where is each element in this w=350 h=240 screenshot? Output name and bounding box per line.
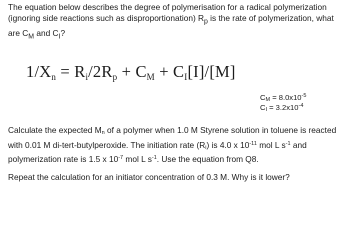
cm-constant [260, 93, 306, 103]
task-exp: -7 [118, 155, 124, 162]
task-text: mol L s [256, 139, 286, 150]
and-text: and C [34, 27, 59, 38]
task-sub: n [101, 130, 105, 136]
ci-constant [260, 103, 303, 113]
intro-text: The equation below describes the degree of polymerisation for a radical polymerization (ignoring side reactions such as disproportionation) R [8, 2, 327, 23]
eq-sub: n [51, 72, 57, 82]
task-exp: -1 [151, 155, 157, 162]
task-sub: i [205, 144, 207, 151]
eq-part: 1/X [26, 62, 52, 81]
task-exp: -11 [249, 140, 257, 147]
task-text: mol L s [123, 154, 152, 165]
eq-part: + C [154, 62, 185, 81]
const-exp: -5 [301, 93, 307, 99]
const-value: = 8.0x10 [270, 93, 302, 102]
intro-rest-text: is the rate of polymerization, what are C [8, 12, 334, 38]
const-exp: -4 [298, 103, 304, 109]
eq-sub: p [112, 72, 118, 82]
task-text: . Use the equation from Q8. [156, 154, 259, 165]
question-mark: ? [60, 27, 66, 38]
const-value: = 3.2x10 [267, 103, 299, 112]
repeat-paragraph: Repeat the calculation for an initiator concentration of 0.3 M. Why is it lower? [8, 172, 290, 182]
const-label: C [260, 103, 266, 112]
eq-part: /2R [88, 62, 113, 81]
task-text: of a polymer when 1.0 M Styrene solution in toluene is reacted with 0.01 M di-tert-butylperoxide. The initiation rate (R [8, 125, 337, 150]
task-text: and polymerization rate is 1.5 x 10 [8, 139, 307, 165]
task-text: ) is 4.0 x 10 [206, 139, 250, 150]
task-exp: -1 [285, 140, 291, 147]
const-label: C [260, 93, 266, 102]
ci-subscript: I [58, 33, 61, 41]
eq-sub: M [146, 72, 155, 82]
eq-part: = R [56, 62, 86, 81]
task-paragraph [8, 125, 346, 165]
eq-part: [I]/[M] [187, 62, 236, 81]
rp-subscript: p [204, 18, 208, 26]
question-intro [8, 2, 346, 43]
const-sub: I [265, 107, 268, 113]
eq-sub: i [85, 72, 89, 82]
eq-sub: I [184, 72, 188, 82]
const-sub: M [265, 97, 271, 103]
cm-subscript: M [28, 33, 35, 41]
eq-part: + C [117, 62, 147, 81]
task-text: Calculate the expected M [8, 125, 102, 135]
degree-of-polymerisation-equation [26, 62, 236, 82]
